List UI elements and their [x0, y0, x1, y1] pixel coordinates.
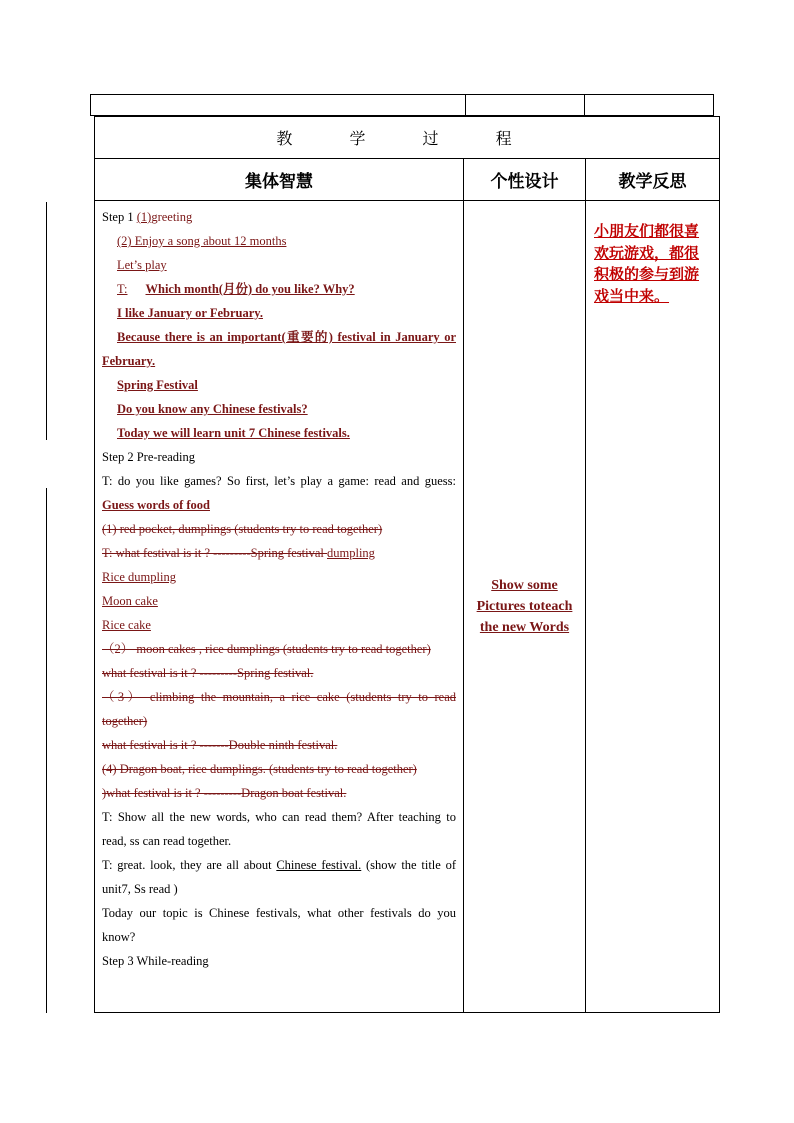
table-title: 教 学 过 程 — [95, 117, 720, 159]
content-line: (1) red pocket, dumplings (students try to read together) — [102, 522, 383, 536]
content-line: I like January or February. — [117, 306, 263, 320]
content-line: Let’s play — [117, 258, 167, 272]
top-row-cell — [585, 95, 713, 115]
top-row-cell — [466, 95, 586, 115]
content-line: Because there is an important(重要的) festival in January or February. — [102, 330, 456, 368]
column-header: 教学反思 — [586, 159, 720, 201]
content-line: T: Show all the new words, who can read them? After teaching to read, ss can read together. — [102, 810, 456, 848]
top-header-row — [90, 94, 714, 116]
teaching-reflection-cell — [586, 201, 720, 1013]
margin-line — [46, 488, 47, 1013]
column-header: 集体智慧 — [95, 159, 464, 201]
lesson-table — [94, 116, 720, 1013]
collective-wisdom-cell — [95, 201, 464, 1013]
content-line: T: great. look, they are all about Chinese festival. (show the title of unit7, Ss read ) — [102, 858, 456, 896]
margin-line — [46, 202, 47, 440]
content-line: （2） moon cakes , rice dumplings (students try to read together) — [102, 642, 431, 656]
content-line: what festival is it ? -------Double ninth festival. — [102, 738, 338, 752]
content-line: what festival is it ? ---------Spring festival. — [102, 666, 314, 680]
content-line: Do you know any Chinese festivals? — [117, 402, 308, 416]
content-line: Spring Festival — [117, 378, 198, 392]
content-line: Moon cake — [102, 594, 158, 608]
content-line: Today we will learn unit 7 Chinese festivals. — [117, 426, 350, 440]
content-line: T: what festival is it ? ---------Spring festival dumpling — [102, 546, 375, 560]
column-header: 个性设计 — [464, 159, 586, 201]
content-line: Step 1 (1)greeting — [102, 210, 193, 224]
personal-design-cell — [464, 201, 586, 1013]
top-row-cell — [91, 95, 466, 115]
content-line: （3） climbing the mountain, a rice cake (students try to read together) — [102, 690, 456, 728]
content-line: )what festival is it ? ---------Dragon boat festival. — [102, 786, 347, 800]
content-line: Today our topic is Chinese festivals, what other festivals do you know? — [102, 906, 456, 944]
content-line: Rice cake — [102, 618, 151, 632]
lesson-content — [95, 201, 463, 973]
content-line: (4) Dragon boat, rice dumplings. (students try to read together) — [102, 762, 417, 776]
content-line: T: do you like games? So first, let’s play a game: read and guess: Guess words of food — [102, 474, 456, 512]
content-line: (2) Enjoy a song about 12 months — [117, 234, 287, 248]
content-line: T: Which month(月份) do you like? Why? — [117, 282, 355, 296]
design-note: Show some Pictures toteach the new Words — [476, 578, 573, 635]
content-line: Rice dumpling — [102, 570, 176, 584]
content-line: Step 3 While-reading — [102, 954, 209, 968]
reflection-note: 小朋友们都很喜欢玩游戏，都很积极的参与到游戏当中来。 — [594, 222, 700, 305]
content-line: Step 2 Pre-reading — [102, 450, 196, 464]
